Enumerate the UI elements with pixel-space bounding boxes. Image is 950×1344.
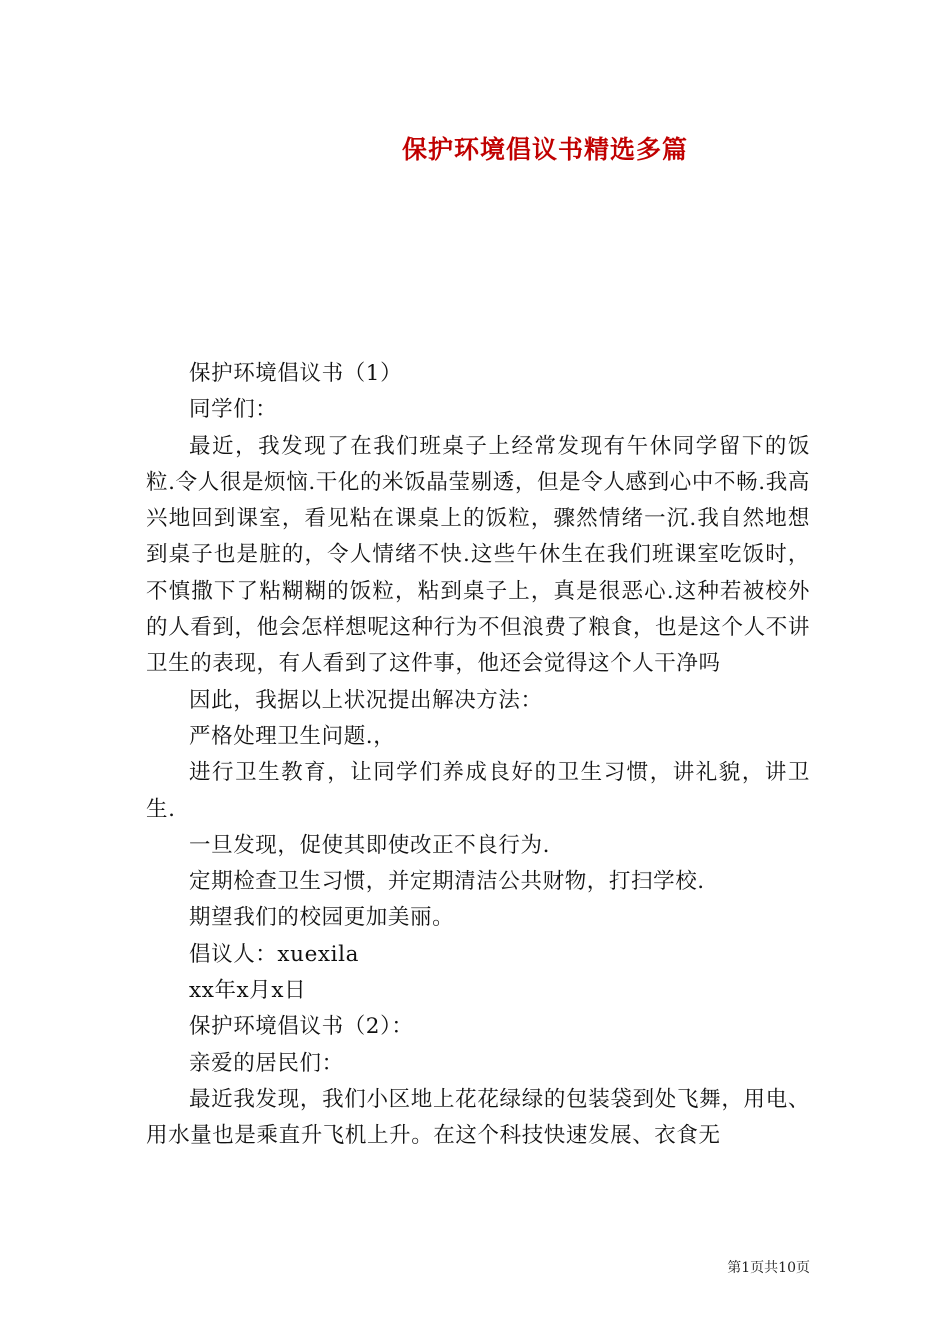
document-title: 保护环境倡议书精选多篇 <box>401 135 688 164</box>
paragraph: 保护环境倡议书（1） <box>189 361 403 386</box>
paragraph: 最近，我发现了在我们班桌子上经常发现有午休同学留下的饭粒.令人很是烦恼.干化的米饭晶莹剔透，但是令人感到心中不畅.我高兴地回到课室，看见粘在课桌上的饭粒，骤然情绪一沉.我自然地想到桌子也是脏的，令人情绪不快.这些午休生在我们班课室吃饭时，不慎撒下了粘糊糊的饭粒，粘到桌子上，真是很恶心.这种若被校外的人看到，他会怎样想呢这种行为不但浪费了粮食，也是这个人不讲卫生的表现，有人看到了这件事，他还会觉得这个人干净吗 <box>146 433 810 677</box>
paragraph: 亲爱的居民们： <box>189 1050 344 1076</box>
paragraph: 保护环境倡议书（2）： <box>189 1014 414 1040</box>
paragraph: 期望我们的校园更加美丽。 <box>189 905 455 931</box>
page-footer: 第1页共10页 <box>727 1260 810 1276</box>
paragraph: xx年x月x日 <box>189 978 307 1004</box>
paragraph: 一旦发现，促使其即使改正不良行为. <box>189 832 551 858</box>
paragraph: 同学们： <box>189 397 278 423</box>
paragraph: 因此，我据以上状况提出解决方法： <box>189 687 543 713</box>
paragraph: 最近我发现，我们小区地上花花绿绿的包装袋到处飞舞，用电、用水量也是乘直升飞机上升。在这个科技快速发展、衣食无 <box>146 1086 810 1149</box>
paragraph: 倡议人：xuexila <box>189 941 359 967</box>
paragraph: 定期检查卫生习惯，并定期清洁公共财物，打扫学校. <box>189 869 705 895</box>
document-body <box>146 356 810 1155</box>
paragraph: 严格处理卫生问题.， <box>189 723 396 749</box>
paragraph: 进行卫生教育，让同学们养成良好的卫生习惯，讲礼貌，讲卫生. <box>146 760 810 822</box>
